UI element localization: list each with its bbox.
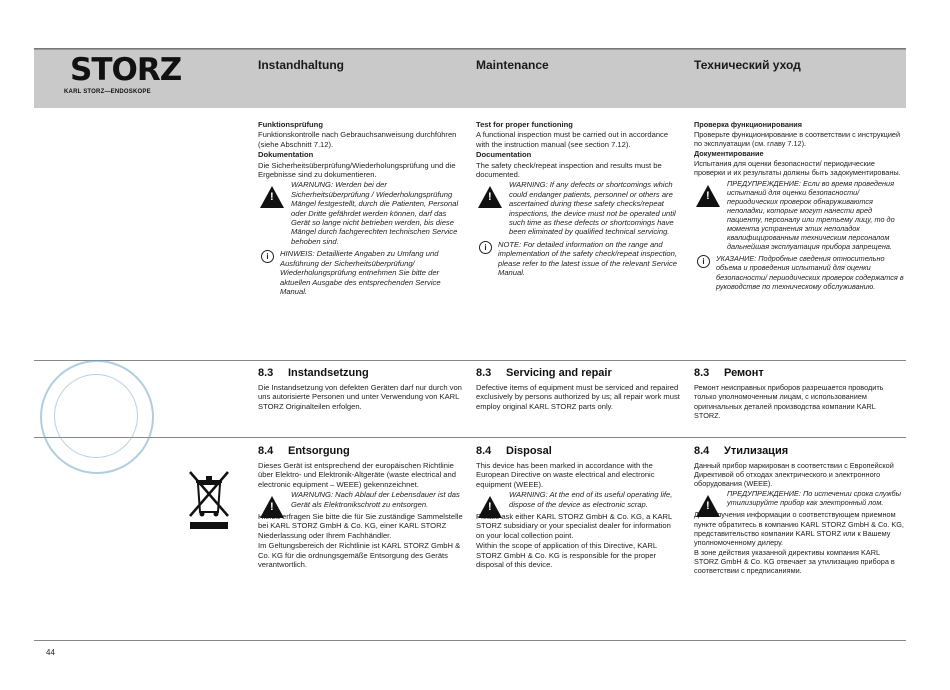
section-number: 8.4 — [476, 445, 492, 457]
column-header-ru: Технический уход — [694, 58, 801, 72]
section-8-4-heading-de — [258, 445, 350, 457]
warning-icon — [696, 185, 720, 207]
info-icon: i — [261, 250, 274, 263]
warning-icon — [478, 496, 502, 518]
heading-function-test: Funktionsprüfung — [258, 120, 323, 129]
section-title: Утилизация — [724, 445, 789, 457]
column-en-section-1 — [476, 120, 681, 278]
section-number: 8.3 — [258, 367, 274, 379]
column-ru-section-1 — [694, 120, 904, 291]
section-title: Instandsetzung — [288, 367, 369, 379]
paragraph: Im Geltungsbereich der Richtlinie ist KARL STORZ GmbH & Co. KG für die ordnungsgemäße Entsorgung des Geräts verantwortlich. — [258, 541, 461, 570]
logo-word: STORZ — [70, 52, 182, 88]
divider-rule — [34, 360, 906, 361]
stamp-seal-inner — [54, 374, 138, 458]
section-title: Entsorgung — [288, 445, 350, 457]
paragraph: The safety check/repeat inspection and results must be documented. — [476, 160, 662, 180]
warning-block — [258, 490, 463, 509]
warning-text: ПРЕДУПРЕЖДЕНИЕ: По истечении срока службы утилизируйте прибор как электронный лом. — [727, 489, 901, 508]
warning-block — [476, 490, 681, 509]
bottom-rule — [34, 640, 906, 641]
column-header-en: Maintenance — [476, 58, 549, 72]
heading-function-test: Test for proper functioning — [476, 120, 573, 129]
section-number: 8.3 — [476, 367, 492, 379]
section-8-4-body-ru — [694, 461, 904, 576]
section-number: 8.4 — [694, 445, 710, 457]
warning-icon — [260, 186, 284, 208]
section-8-3-heading-ru — [694, 367, 764, 379]
section-8-3-text-de: Die Instandsetzung von defekten Geräten darf nur durch von uns autorisierte Personen und unter Verwendung von KARL STORZ Originalteilen erfolgen. — [258, 383, 462, 411]
paragraph: Данный прибор маркирован в соответствии с Европейской Директивой об отходах электрического и электронного оборудования (WEEE). — [694, 461, 894, 489]
column-header-de: Instandhaltung — [258, 58, 344, 72]
warning-icon — [478, 186, 502, 208]
section-8-4-heading-ru — [694, 445, 788, 457]
storz-logo — [44, 52, 204, 104]
heading-documentation: Документирование — [694, 149, 764, 159]
warning-text: WARNING: If any defects or shortcomings which could endanger patients, personnel or others are ascertained during these safety checks/repeat inspections, the device must not be operated until such time as these defects or shortcomings have been eliminated by qualified technical servicing. — [509, 180, 676, 237]
warning-text: WARNING: At the end of its useful operating life, dispose of the device as electronic scrap. — [509, 490, 673, 509]
paragraph: Within the scope of application of this Directive, KARL STORZ GmbH & Co. KG is responsible for the proper disposal of this device. — [476, 541, 657, 570]
paragraph: Funktionskontrolle nach Gebrauchsanweisung durchführen (siehe Abschnitt 7.12). — [258, 130, 457, 149]
section-8-3-heading-de — [258, 367, 369, 379]
paragraph: Please ask either KARL STORZ GmbH & Co. KG, a KARL STORZ subsidiary or your specialist dealer for information on your local collection point. — [476, 512, 672, 540]
paragraph: A functional inspection must be carried out in accordance with the instruction manual (see section 7.12). — [476, 130, 669, 149]
section-title: Disposal — [506, 445, 552, 457]
section-8-3-text-ru: Ремонт неисправных приборов разрешается проводить только уполномоченным лицам, с использованием оригинальных деталей производства компании KARL STORZ. — [694, 383, 884, 421]
divider-rule — [34, 437, 906, 438]
warning-text: WARNUNG: Werden bei der Sicherheitsüberprüfung / Wiederholungsprüfung Mängel festgestellt, durch die Patienten, Personal oder Dritte gefährdet werden können, darf das Gerät so lange nicht betrieben werden, bis diese Mängel durch fachgerechten technischen Service behoben sind. — [291, 180, 459, 246]
section-8-4-heading-en — [476, 445, 552, 457]
note-block — [476, 240, 681, 278]
note-text: УКАЗАНИЕ: Подробные сведения относительно объема и проведения испытаний для оценки безопасности/ периодических проверок содержатся в руководстве по техническому обслуживанию. — [716, 254, 904, 291]
warning-block — [476, 180, 681, 236]
warning-block — [258, 180, 463, 246]
section-8-3-text-en: Defective items of equipment must be serviced and repaired exclusively by persons authorized by us; all repair work must employ original KARL STORZ parts only. — [476, 383, 680, 411]
paragraph: Для получения информации о соответствующем приемном пункте обратитесь в компанию KARL STORZ GmbH & Co. KG, представительство компании KARL STORZ или к Вашему уполномоченному дилеру. — [694, 510, 904, 547]
warning-block — [694, 489, 904, 507]
top-rule — [34, 48, 906, 49]
info-icon: i — [697, 255, 710, 268]
section-number: 8.3 — [694, 367, 710, 379]
heading-function-test: Проверка функционирования — [694, 120, 803, 129]
paragraph: Проверьте функционирование в соответствии с инструкцией по эксплуатации (см. главу 7.12). — [694, 130, 901, 149]
warning-icon — [696, 495, 720, 517]
section-title: Ремонт — [724, 367, 764, 379]
section-8-3-heading-en — [476, 367, 612, 379]
info-icon: i — [479, 241, 492, 254]
note-block — [258, 249, 463, 296]
warning-text: ПРЕДУПРЕЖДЕНИЕ: Если во время проведения испытаний для оценки безопасности/периодических проверок обнаруживаются неполадки, которые могут нанести вред пациенту, персоналу или третьему лицу, то до момента устранения этих неполадок квалифицированным техническим персоналом дальнейшая эксплуатация прибора запрещена. — [727, 178, 895, 252]
heading-documentation: Dokumentation — [258, 150, 314, 160]
note-block — [694, 254, 904, 290]
section-title: Servicing and repair — [506, 367, 612, 379]
section-8-4-body-de — [258, 461, 463, 570]
note-text: NOTE: For detailed information on the range and implementation of the safety check/repeat inspection, please refer to the latest issue of the relevant Service Manual. — [498, 239, 677, 278]
column-de-section-1 — [258, 120, 463, 296]
page-number: 44 — [46, 648, 55, 657]
note-text: HINWEIS: Detaillierte Angaben zu Umfang und Ausführung der Sicherheitsüberprüfung/ Wiederholungsprüfung entnehmen Sie bitte der aktuellen Ausgabe des entsprechenden Service Manual. — [280, 249, 441, 296]
weee-crossed-bin-icon — [186, 468, 232, 532]
heading-documentation: Documentation — [476, 150, 532, 160]
section-8-4-body-en — [476, 461, 681, 570]
paragraph: Hierzu erfragen Sie bitte die für Sie zuständige Sammelstelle bei KARL STORZ GmbH & Co. KG, einer KARL STORZ Niederlassung oder Ihrem Fachhändler. — [258, 512, 463, 540]
paragraph: Die Sicherheitsüberprüfung/Wiederholungsprüfung und die Ergebnisse sind zu dokumentieren. — [258, 160, 456, 180]
logo-subtitle: KARL STORZ—ENDOSKOPE — [64, 89, 151, 95]
paragraph: This device has been marked in accordance with the European Directive on waste electrical and electronic equipment (WEEE). — [476, 461, 655, 489]
paragraph: Dieses Gerät ist entsprechend der europäischen Richtlinie über Elektro- und Elektronik-Altgeräte (waste electrical and electronic equipment – WEEE) gekennzeichnet. — [258, 461, 456, 489]
warning-block — [694, 179, 904, 252]
warning-icon — [260, 496, 284, 518]
section-number: 8.4 — [258, 445, 274, 457]
paragraph: В зоне действия указанной директивы компания KARL STORZ GmbH & Co. KG отвечает за утилизацию прибора в соответствии с предписаниями. — [694, 547, 895, 576]
warning-text: WARNUNG: Nach Ablauf der Lebensdauer ist das Gerät als Elektronikschrott zu entsorgen. — [291, 490, 460, 509]
paragraph: Испытания для оценки безопасности/ периодические проверки и их результаты должны быть задокументированы. — [694, 159, 901, 178]
